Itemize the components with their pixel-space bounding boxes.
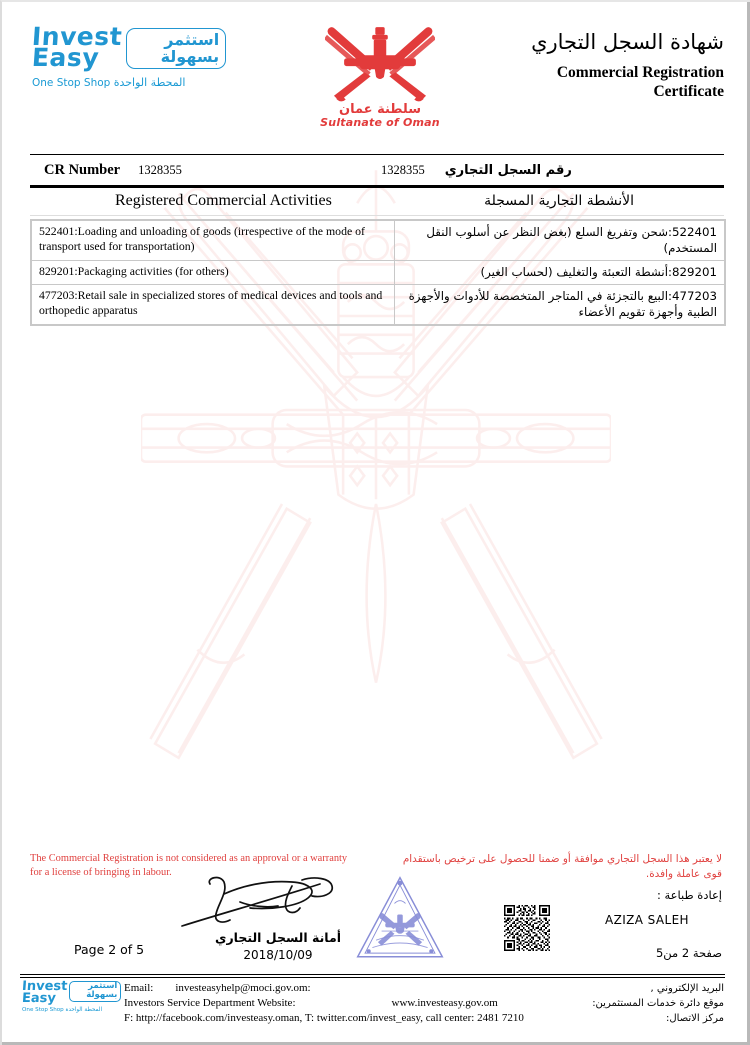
cr-number-en-group (30, 162, 381, 179)
footer-email-value[interactable]: investeasyhelp@moci.gov.om: (175, 982, 311, 994)
handwritten-signature (180, 870, 360, 932)
cr-number-label-ar: رقم السجل التجاري (444, 162, 572, 178)
khanjar-icon (325, 24, 435, 102)
footer-logo-arabic-line2: بسهولة (86, 990, 118, 1000)
page-number-en: Page 2 of 5 (74, 942, 145, 957)
disclaimer-en: The Commercial Registration is not considered as an approval or a warranty for a license of bringing in labour. (30, 853, 348, 878)
footer-logo-tagline-en: One Stop Shop (22, 1007, 64, 1013)
footer-social-text[interactable]: F: http://facebook.com/investeasy.oman, T: twitter.com/invest_easy, call center: 2481 7210 (124, 1012, 524, 1024)
footer-investeasy-logo (22, 981, 120, 1013)
footer-logo-easy-text: Easy (21, 990, 57, 1006)
activity-en: 522401:Loading and unloading of goods (irrespective of the mode of transport used for transportation) (32, 221, 395, 261)
footer-website-value[interactable]: www.investeasy.gov.om (391, 997, 498, 1009)
document-header (2, 2, 750, 142)
cr-number-value-ar: 1328355 (381, 162, 425, 177)
document-title (424, 30, 724, 101)
activity-ar: 522401:شحن وتفريغ السلع (بغض النظر عن أسلوب النقل المستخدم) (395, 221, 725, 261)
reprint-label: إعادة طباعة : (656, 888, 722, 902)
footer-logo-arabic-line1: استثمر (88, 981, 118, 991)
reprint-name: AZIZA SALEH (605, 913, 689, 927)
section-heading-ar: الأنشطة التجارية المسجلة (484, 192, 634, 209)
activity-ar: 829201:أنشطة التعبئة والتغليف (لحساب الغير) (395, 261, 725, 285)
table-row (32, 221, 725, 261)
activity-ar: 477203:البيع بالتجزئة في المتاجر المتخصصة للأدوات والأجهزة الطبية وأجهزة تقويم الأعضاء (395, 285, 725, 325)
page-number-ar: صفحة 2 من5 (655, 946, 722, 960)
footer-logo-tagline-ar: المحطة الواحدة (65, 1007, 103, 1013)
footer-website-row (124, 996, 724, 1011)
footer-logo-invest-text: Invest (21, 979, 68, 994)
footer-website-label: Investors Service Department Website: (124, 997, 296, 1009)
footer-email-label-ar: البريد الإلكتروني , (650, 983, 724, 994)
footer-contact-block (124, 981, 724, 1026)
logo-tagline-en: One Stop Shop (32, 77, 111, 89)
logo-tagline-ar: المحطة الواحدة (113, 76, 186, 89)
footer-logo-tagline (22, 1007, 120, 1013)
investeasy-logo (30, 22, 222, 89)
section-heading-en: Registered Commercial Activities (115, 191, 332, 209)
signature-caption: أمانة السجل التجاري (215, 930, 341, 945)
signature-date: 2018/10/09 (243, 948, 313, 962)
cr-number-value-en: 1328355 (138, 162, 182, 177)
qr-code[interactable] (504, 905, 550, 951)
logo-arabic-line2: بسهولة (160, 47, 220, 66)
cr-number-bar (30, 154, 724, 188)
logo-tagline (32, 76, 222, 89)
activity-en: 477203:Retail sale in specialized stores of medical devices and tools and orthopedic apparatus (32, 285, 395, 325)
table-row (32, 261, 725, 285)
activities-table (30, 219, 726, 326)
footer-social-row (124, 1011, 724, 1026)
section-heading (30, 186, 724, 216)
footer-email-row (124, 981, 724, 996)
oman-emblem (320, 24, 440, 129)
table-row (32, 285, 725, 325)
footer-website-label-ar: موقع دائرة خدمات المستثمرين: (592, 998, 724, 1009)
footer-callcenter-label-ar: مركز الاتصال: (666, 1013, 724, 1024)
logo-arabic-line1: استثمر (164, 30, 220, 49)
logo-arabic-box (126, 28, 226, 69)
footer-email-label: Email: (124, 982, 154, 994)
activity-en: 829201:Packaging activities (for others) (32, 261, 395, 285)
logo-invest-text: Invest (30, 22, 124, 51)
cr-number-ar-group (381, 163, 724, 178)
page-title-en-line1: Commercial Registration (556, 64, 724, 81)
logo-easy-text: Easy (30, 43, 101, 72)
cr-number-label-en: CR Number (44, 161, 121, 178)
emblem-name-ar: سلطنة عمان (338, 102, 422, 117)
page-title-ar: شهادة السجل التجاري (531, 30, 724, 54)
footer-divider (20, 974, 725, 978)
footer-logo-arabic-box (69, 981, 121, 1002)
emblem-name-en: Sultanate of Oman (320, 116, 440, 129)
disclaimer-ar: لا يعتبر هذا السجل التجاري موافقة أو ضمنا للحصول على ترخيص باستقدام قوى عاملة وافدة. (402, 853, 722, 880)
page-title-en-line2: Certificate (653, 83, 724, 100)
